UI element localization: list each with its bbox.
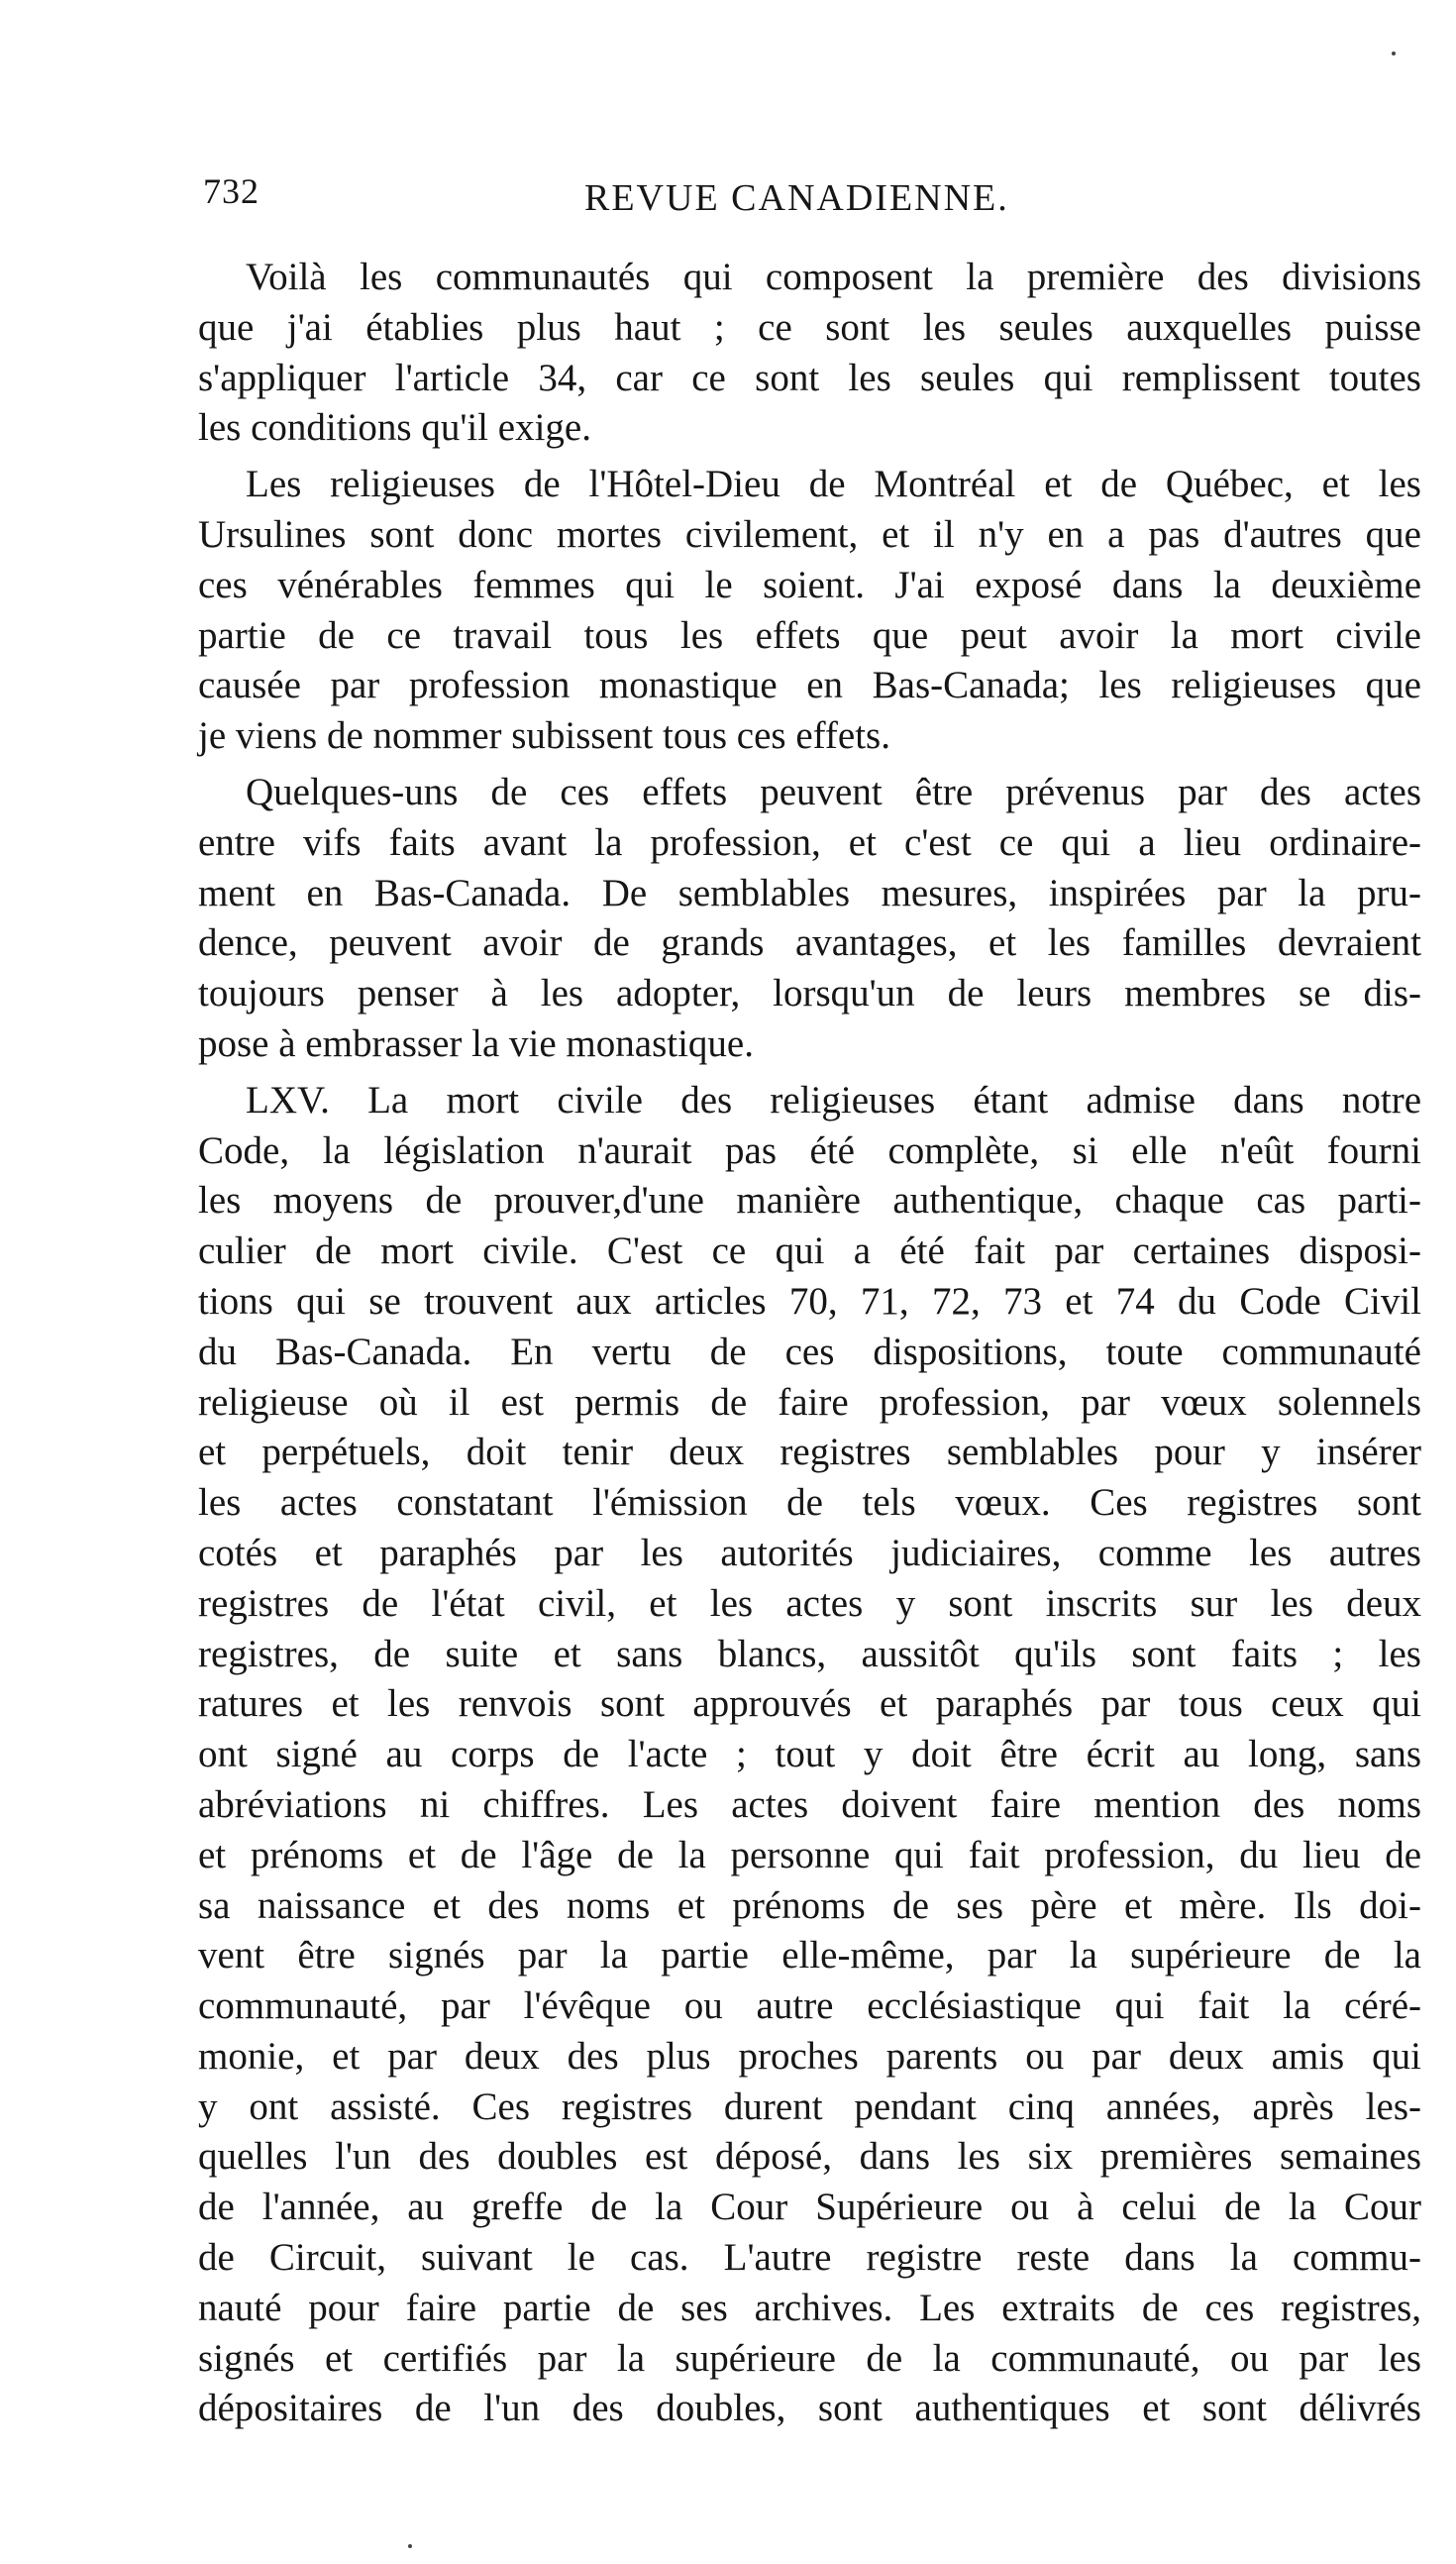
text-line: vent être signés par la partie elle-même, par la supérieure de la: [198, 1934, 1421, 1977]
text-line: religieuse où il est permis de faire profession, par vœux solennels: [198, 1380, 1421, 1424]
text-line: de Circuit, suivant le cas. L'autre registre reste dans la commu-: [198, 2236, 1421, 2280]
text-line: LXV. La mort civile des religieuses étant admise dans notre: [246, 1078, 1421, 1122]
paragraph-4: [198, 1076, 1421, 2435]
text-line: communauté, par l'évêque ou autre ecclésiastique qui fait la céré-: [198, 1984, 1421, 2028]
text-line: partie de ce travail tous les effets que peut avoir la mort civile: [198, 613, 1421, 657]
print-speck: [1392, 52, 1396, 55]
text-line: registres de l'état civil, et les actes y sont inscrits sur les deux: [198, 1581, 1421, 1625]
text-line: signés et certifiés par la supérieure de la communauté, ou par les: [198, 2336, 1421, 2380]
text-line: dence, peuvent avoir de grands avantages, et les familles devraient: [198, 921, 1421, 965]
text-line: du Bas-Canada. En vertu de ces dispositions, toute communauté: [198, 1330, 1421, 1373]
text-line: s'appliquer l'article 34, car ce sont les seules qui remplissent toutes: [198, 356, 1421, 399]
text-line: culier de mort civile. C'est ce qui a été fait par certaines disposi-: [198, 1229, 1421, 1273]
paragraph-3: [198, 768, 1421, 1070]
text-line: registres, de suite et sans blancs, aussitôt qu'ils sont faits ; les: [198, 1632, 1421, 1675]
text-line: je viens de nommer subissent tous ces effets.: [198, 714, 890, 758]
text-line: y ont assisté. Ces registres durent pendant cinq années, après les-: [198, 2084, 1421, 2128]
text-line: entre vifs faits avant la profession, et c'est ce qui a lieu ordinaire-: [198, 820, 1421, 864]
text-line: ment en Bas-Canada. De semblables mesures, inspirées par la pru-: [198, 871, 1421, 914]
text-line: les conditions qu'il exige.: [198, 406, 591, 450]
text-line: nauté pour faire partie de ses archives. Les extraits de ces registres,: [198, 2286, 1421, 2329]
text-line: que j'ai établies plus haut ; ce sont les seules auxquelles puisse: [198, 305, 1421, 349]
paragraph-1: [198, 253, 1421, 454]
paragraph-2: [198, 460, 1421, 762]
page-header: [203, 170, 1421, 230]
text-line: et prénoms et de l'âge de la personne qui fait profession, du lieu de: [198, 1833, 1421, 1876]
running-title: REVUE CANADIENNE.: [584, 177, 1009, 219]
text-line: Quelques-uns de ces effets peuvent être prévenus par des actes: [246, 770, 1421, 813]
text-line: pose à embrasser la vie monastique.: [198, 1021, 754, 1065]
text-line: Les religieuses de l'Hôtel-Dieu de Montréal et de Québec, et les: [246, 463, 1421, 506]
text-line: et perpétuels, doit tenir deux registres semblables pour y insérer: [198, 1431, 1421, 1474]
body-text: [198, 253, 1421, 2440]
text-line: ces vénérables femmes qui le soient. J'ai exposé dans la deuxième: [198, 563, 1421, 606]
text-line: tions qui se trouvent aux articles 70, 71, 72, 73 et 74 du Code Civil: [198, 1279, 1421, 1323]
text-line: Code, la législation n'aurait pas été complète, si elle n'eût fourni: [198, 1128, 1421, 1172]
text-line: sa naissance et des noms et prénoms de ses père et mère. Ils doi-: [198, 1883, 1421, 1927]
text-line: monie, et par deux des plus proches parents ou par deux amis qui: [198, 2034, 1421, 2078]
text-line: Ursulines sont donc mortes civilement, et il n'y en a pas d'autres que: [198, 512, 1421, 556]
text-line: causée par profession monastique en Bas-Canada; les religieuses que: [198, 664, 1421, 707]
text-line: dépositaires de l'un des doubles, sont authentiques et sont délivrés: [198, 2387, 1421, 2430]
text-line: les moyens de prouver,d'une manière authentique, chaque cas parti-: [198, 1179, 1421, 1223]
text-line: ratures et les renvois sont approuvés et paraphés par tous ceux qui: [198, 1682, 1421, 1726]
text-line: de l'année, au greffe de la Cour Supérieure ou à celui de la Cour: [198, 2186, 1421, 2229]
page-number: 732: [203, 171, 260, 211]
text-line: quelles l'un des doubles est déposé, dans les six premières semaines: [198, 2135, 1421, 2179]
text-line: toujours penser à les adopter, lorsqu'un de leurs membres se dis-: [198, 972, 1421, 1015]
text-line: ont signé au corps de l'acte ; tout y doit être écrit au long, sans: [198, 1733, 1421, 1776]
print-speck: [408, 2544, 412, 2548]
text-line: cotés et paraphés par les autorités judiciaires, comme les autres: [198, 1531, 1421, 1574]
text-line: les actes constatant l'émission de tels vœux. Ces registres sont: [198, 1481, 1421, 1525]
text-line: abréviations ni chiffres. Les actes doivent faire mention des noms: [198, 1782, 1421, 1826]
text-line: Voilà les communautés qui composent la première des divisions: [246, 256, 1421, 298]
